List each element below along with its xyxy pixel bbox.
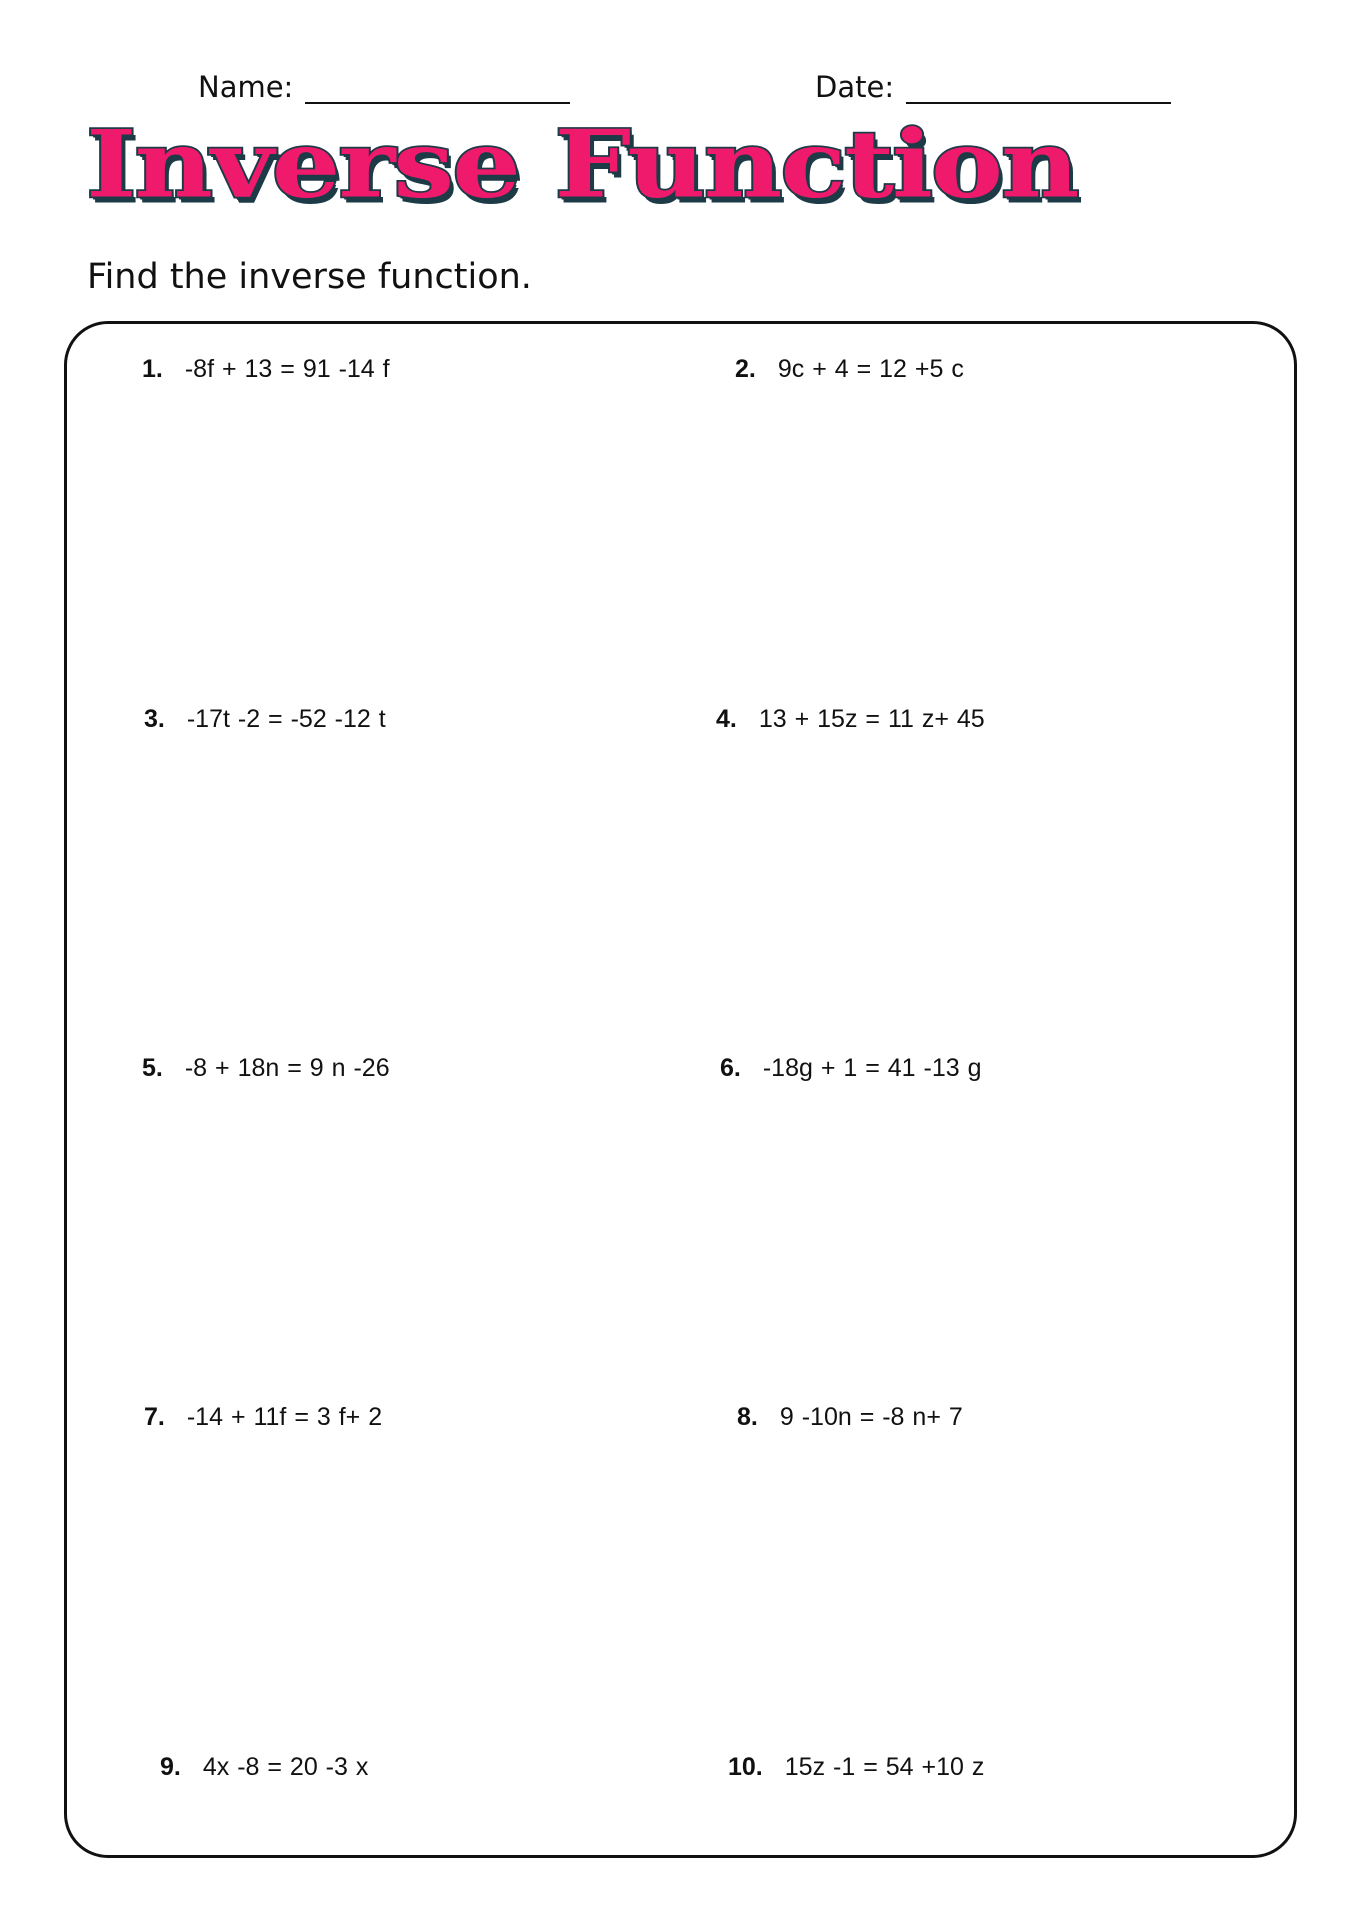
name-blank-line[interactable] <box>305 72 570 104</box>
problem-number: 5. <box>142 1054 163 1082</box>
problem-number: 6. <box>720 1054 741 1082</box>
problem-number: 10. <box>728 1753 763 1781</box>
problem-equation: 9 -10n = -8 n+ 7 <box>779 1403 963 1431</box>
name-field[interactable] <box>198 70 570 104</box>
worksheet-title: Inverse Function <box>86 110 1078 219</box>
date-label: Date: <box>815 70 895 104</box>
problem-item <box>144 1403 382 1432</box>
problem-number: 9. <box>160 1753 181 1781</box>
instructions: Find the inverse function. <box>87 257 532 297</box>
problem-item <box>160 1753 368 1782</box>
problem-number: 8. <box>737 1403 758 1431</box>
problem-item <box>716 705 985 734</box>
problem-item <box>735 355 964 384</box>
problem-equation: -17t -2 = -52 -12 t <box>186 705 386 733</box>
problem-equation: -14 + 11f = 3 f+ 2 <box>186 1403 383 1431</box>
problem-item <box>720 1054 982 1083</box>
problem-number: 3. <box>144 705 165 733</box>
problem-number: 2. <box>735 355 756 383</box>
problem-item <box>142 1054 390 1083</box>
problem-item <box>144 705 386 734</box>
problem-equation: -18g + 1 = 41 -13 g <box>762 1054 982 1082</box>
date-field[interactable] <box>815 70 1171 104</box>
problem-item <box>142 355 390 384</box>
problem-equation: 9c + 4 = 12 +5 c <box>777 355 964 383</box>
name-label: Name: <box>198 70 294 104</box>
problem-number: 4. <box>716 705 737 733</box>
problem-number: 7. <box>144 1403 165 1431</box>
date-blank-line[interactable] <box>906 72 1171 104</box>
problem-item <box>737 1403 963 1432</box>
problem-box <box>64 321 1297 1858</box>
problem-equation: 4x -8 = 20 -3 x <box>202 1753 369 1781</box>
problem-equation: -8f + 13 = 91 -14 f <box>184 355 390 383</box>
problem-number: 1. <box>142 355 163 383</box>
problem-equation: -8 + 18n = 9 n -26 <box>184 1054 390 1082</box>
problem-item <box>728 1753 984 1782</box>
problem-equation: 15z -1 = 54 +10 z <box>784 1753 985 1781</box>
problem-equation: 13 + 15z = 11 z+ 45 <box>758 705 985 733</box>
